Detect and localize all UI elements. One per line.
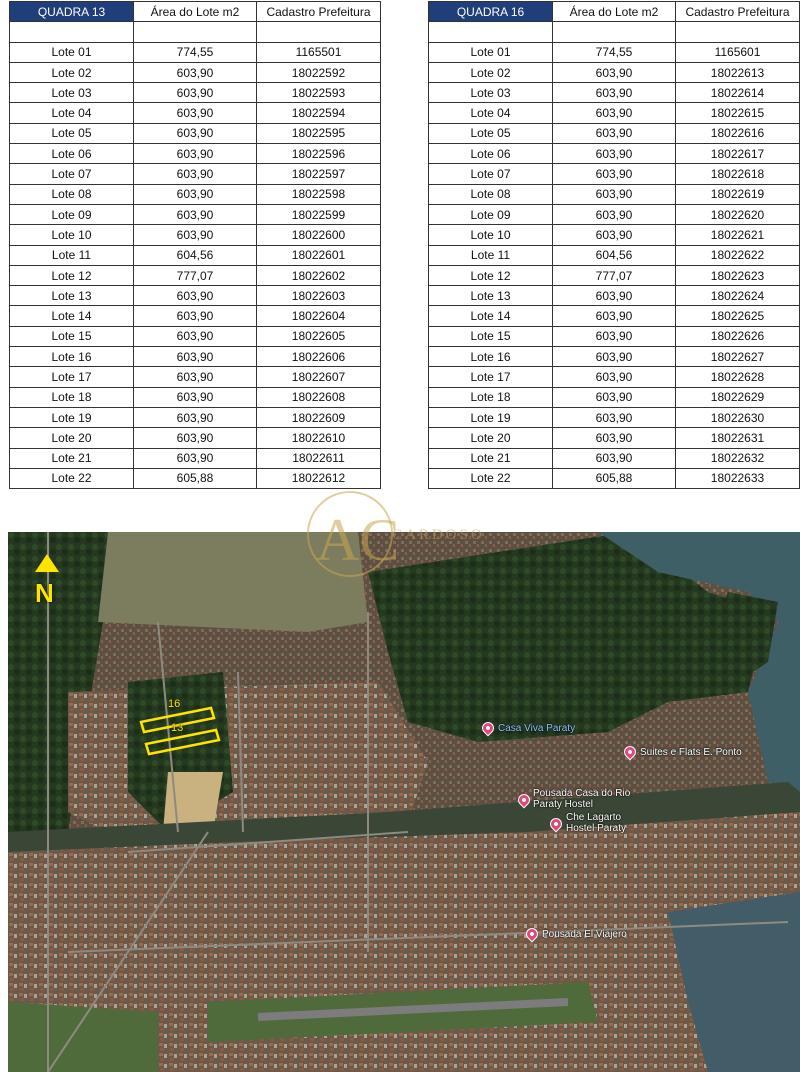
cadastro-cell: 18022600 [257, 225, 381, 245]
table-row [429, 468, 800, 488]
area-cell: 603,90 [134, 103, 257, 123]
area-cell: 603,90 [134, 448, 257, 468]
area-cell: 604,56 [134, 245, 257, 265]
cadastro-cell: 18022605 [257, 326, 381, 346]
lote-cell: Lote 10 [10, 225, 134, 245]
table-row [10, 144, 381, 164]
area-cell: 603,90 [134, 204, 257, 224]
area-cell: 603,90 [553, 204, 676, 224]
lote-cell: Lote 22 [429, 468, 553, 488]
cadastro-cell: 18022596 [257, 144, 381, 164]
area-cell: 603,90 [134, 306, 257, 326]
table-row [10, 468, 381, 488]
cadastro-cell: 18022610 [257, 428, 381, 448]
lote-cell: Lote 01 [429, 42, 553, 62]
area-cell: 603,90 [134, 164, 257, 184]
blank-cell [676, 22, 800, 42]
place-label-el-viajero: Pousada El Viajero [542, 929, 627, 940]
table-row [10, 225, 381, 245]
table-row [429, 42, 800, 62]
area-cell: 603,90 [134, 144, 257, 164]
lote-cell: Lote 16 [10, 347, 134, 367]
cadastro-cell: 18022594 [257, 103, 381, 123]
blank-cell [10, 22, 134, 42]
area-cell: 774,55 [553, 42, 676, 62]
lote-cell: Lote 06 [429, 144, 553, 164]
cadastro-cell: 18022624 [676, 286, 800, 306]
lote-cell: Lote 15 [429, 326, 553, 346]
table-row [10, 407, 381, 427]
table-row [10, 123, 381, 143]
lote-cell: Lote 16 [429, 347, 553, 367]
area-cell: 605,88 [134, 468, 257, 488]
table-row [10, 164, 381, 184]
lote-cell: Lote 06 [10, 144, 134, 164]
cadastro-cell: 18022603 [257, 286, 381, 306]
area-cell: 603,90 [553, 367, 676, 387]
area-cell: 603,90 [553, 123, 676, 143]
table-row [429, 387, 800, 407]
cadastro-column-header: Cadastro Prefeitura [257, 2, 381, 22]
quadra-16-title: QUADRA 16 [429, 2, 553, 22]
area-cell: 603,90 [553, 83, 676, 103]
cadastro-cell: 18022623 [676, 265, 800, 285]
table-header-row [429, 2, 800, 22]
table-row [429, 184, 800, 204]
cadastro-cell: 18022622 [676, 245, 800, 265]
cadastro-cell: 18022611 [257, 448, 381, 468]
cadastro-cell: 18022618 [676, 164, 800, 184]
north-label: N [35, 578, 54, 608]
cadastro-cell: 18022613 [676, 62, 800, 82]
quadra-16-rows [429, 22, 800, 489]
cadastro-cell: 18022615 [676, 103, 800, 123]
table-row [10, 42, 381, 62]
area-column-header: Área do Lote m2 [134, 2, 257, 22]
table-row [429, 306, 800, 326]
table-row [429, 164, 800, 184]
watermark-monogram: AC [316, 507, 400, 573]
table-row [10, 184, 381, 204]
lote-cell: Lote 14 [429, 306, 553, 326]
lote-cell: Lote 19 [10, 407, 134, 427]
lote-cell: Lote 01 [10, 42, 134, 62]
lot-label-13: 13 [171, 722, 184, 734]
satellite-map-image [8, 532, 800, 1072]
cadastro-cell: 18022601 [257, 245, 381, 265]
area-cell: 605,88 [553, 468, 676, 488]
area-cell: 603,90 [134, 347, 257, 367]
table-row [10, 62, 381, 82]
lote-cell: Lote 20 [429, 428, 553, 448]
table-row [10, 286, 381, 306]
table-row [10, 245, 381, 265]
cadastro-cell: 18022598 [257, 184, 381, 204]
area-cell: 603,90 [134, 407, 257, 427]
area-cell: 603,90 [553, 184, 676, 204]
cadastro-cell: 18022609 [257, 407, 381, 427]
lote-cell: Lote 07 [10, 164, 134, 184]
area-cell: 603,90 [134, 62, 257, 82]
place-label-che-lagarto: Che Lagarto Hostel Paraty [566, 812, 627, 834]
area-cell: 603,90 [134, 286, 257, 306]
lote-cell: Lote 21 [429, 448, 553, 468]
area-cell: 603,90 [553, 387, 676, 407]
cadastro-cell: 18022628 [676, 367, 800, 387]
area-cell: 777,07 [134, 265, 257, 285]
cadastro-cell: 18022606 [257, 347, 381, 367]
area-cell: 603,90 [134, 387, 257, 407]
cadastro-cell: 18022597 [257, 164, 381, 184]
area-cell: 603,90 [134, 123, 257, 143]
table-row [429, 407, 800, 427]
cadastro-cell: 18022614 [676, 83, 800, 103]
area-cell: 603,90 [553, 448, 676, 468]
lote-cell: Lote 09 [10, 204, 134, 224]
cadastro-cell: 18022608 [257, 387, 381, 407]
lote-cell: Lote 12 [429, 265, 553, 285]
table-row [429, 265, 800, 285]
quadra-13-title: QUADRA 13 [10, 2, 134, 22]
lote-cell: Lote 13 [10, 286, 134, 306]
cadastro-cell: 18022607 [257, 367, 381, 387]
lote-cell: Lote 22 [10, 468, 134, 488]
table-row [10, 265, 381, 285]
cadastro-cell: 18022620 [676, 204, 800, 224]
cadastro-cell: 1165501 [257, 42, 381, 62]
cadastro-cell: 1165601 [676, 42, 800, 62]
lote-cell: Lote 09 [429, 204, 553, 224]
area-column-header: Área do Lote m2 [553, 2, 676, 22]
lote-cell: Lote 03 [10, 83, 134, 103]
lote-cell: Lote 17 [429, 367, 553, 387]
lote-cell: Lote 17 [10, 367, 134, 387]
table-row [10, 347, 381, 367]
area-cell: 603,90 [553, 103, 676, 123]
area-cell: 603,90 [553, 326, 676, 346]
cadastro-cell: 18022592 [257, 62, 381, 82]
area-cell: 603,90 [134, 428, 257, 448]
lote-cell: Lote 12 [10, 265, 134, 285]
lote-cell: Lote 20 [10, 428, 134, 448]
place-label-suites: Suites e Flats E. Ponto [640, 747, 742, 758]
lote-cell: Lote 04 [429, 103, 553, 123]
table-row [10, 448, 381, 468]
lote-cell: Lote 04 [10, 103, 134, 123]
cadastro-cell: 18022626 [676, 326, 800, 346]
blank-cell [553, 22, 676, 42]
cadastro-cell: 18022630 [676, 407, 800, 427]
area-cell: 603,90 [553, 347, 676, 367]
lote-cell: Lote 14 [10, 306, 134, 326]
area-cell: 603,90 [134, 367, 257, 387]
cadastro-cell: 18022616 [676, 123, 800, 143]
table-row [429, 286, 800, 306]
area-cell: 603,90 [553, 286, 676, 306]
cadastro-cell: 18022625 [676, 306, 800, 326]
lote-cell: Lote 02 [429, 62, 553, 82]
cadastro-cell: 18022604 [257, 306, 381, 326]
cadastro-cell: 18022629 [676, 387, 800, 407]
table-row [429, 83, 800, 103]
area-cell: 603,90 [553, 407, 676, 427]
cadastro-cell: 18022595 [257, 123, 381, 143]
lot-label-16: 16 [168, 698, 181, 710]
area-cell: 603,90 [553, 306, 676, 326]
table-header-row [10, 2, 381, 22]
lote-cell: Lote 10 [429, 225, 553, 245]
table-row [10, 83, 381, 103]
quadra-16-table [428, 1, 800, 489]
blank-row [429, 22, 800, 42]
place-label-casa-viva: Casa Viva Paraty [498, 723, 576, 734]
cadastro-cell: 18022619 [676, 184, 800, 204]
blank-cell [257, 22, 381, 42]
cadastro-cell: 18022599 [257, 204, 381, 224]
table-row [429, 367, 800, 387]
table-row [429, 448, 800, 468]
quadra-13-rows [10, 22, 381, 489]
lote-cell: Lote 07 [429, 164, 553, 184]
lote-cell: Lote 11 [429, 245, 553, 265]
blank-row [10, 22, 381, 42]
lote-cell: Lote 05 [10, 123, 134, 143]
lote-cell: Lote 05 [429, 123, 553, 143]
area-cell: 603,90 [134, 326, 257, 346]
table-row [429, 103, 800, 123]
cadastro-cell: 18022633 [676, 468, 800, 488]
table-row [429, 204, 800, 224]
table-row [429, 245, 800, 265]
lote-cell: Lote 21 [10, 448, 134, 468]
table-row [429, 347, 800, 367]
table-row [429, 326, 800, 346]
area-cell: 777,07 [553, 265, 676, 285]
cadastro-cell: 18022602 [257, 265, 381, 285]
table-row [10, 428, 381, 448]
area-cell: 603,90 [134, 83, 257, 103]
lote-cell: Lote 18 [10, 387, 134, 407]
area-cell: 774,55 [134, 42, 257, 62]
place-label-pousada-casa-rio: Pousada Casa do Rio Paraty Hostel [533, 788, 631, 810]
table-row [10, 326, 381, 346]
cadastro-column-header: Cadastro Prefeitura [676, 2, 800, 22]
quadra-13-table [9, 1, 381, 489]
table-row [429, 144, 800, 164]
blank-cell [429, 22, 553, 42]
area-cell: 603,90 [553, 62, 676, 82]
lote-cell: Lote 08 [10, 184, 134, 204]
blank-cell [134, 22, 257, 42]
table-row [429, 62, 800, 82]
table-row [429, 225, 800, 245]
cadastro-cell: 18022612 [257, 468, 381, 488]
satellite-map [8, 532, 800, 1072]
table-row [10, 204, 381, 224]
area-cell: 603,90 [134, 184, 257, 204]
lote-cell: Lote 11 [10, 245, 134, 265]
cadastro-cell: 18022617 [676, 144, 800, 164]
cadastro-cell: 18022627 [676, 347, 800, 367]
cadastro-cell: 18022631 [676, 428, 800, 448]
lote-cell: Lote 08 [429, 184, 553, 204]
cadastro-cell: 18022593 [257, 83, 381, 103]
lote-cell: Lote 18 [429, 387, 553, 407]
lote-cell: Lote 03 [429, 83, 553, 103]
lote-cell: Lote 02 [10, 62, 134, 82]
cadastro-cell: 18022632 [676, 448, 800, 468]
cadastro-cell: 18022621 [676, 225, 800, 245]
area-cell: 603,90 [553, 164, 676, 184]
area-cell: 604,56 [553, 245, 676, 265]
area-cell: 603,90 [553, 225, 676, 245]
table-row [10, 387, 381, 407]
watermark-text: CARDOSO [392, 527, 485, 543]
area-cell: 603,90 [553, 428, 676, 448]
table-row [429, 123, 800, 143]
table-row [10, 306, 381, 326]
table-row [10, 367, 381, 387]
lote-cell: Lote 19 [429, 407, 553, 427]
area-cell: 603,90 [553, 144, 676, 164]
area-cell: 603,90 [134, 225, 257, 245]
table-row [10, 103, 381, 123]
lote-cell: Lote 15 [10, 326, 134, 346]
table-row [429, 428, 800, 448]
lote-cell: Lote 13 [429, 286, 553, 306]
